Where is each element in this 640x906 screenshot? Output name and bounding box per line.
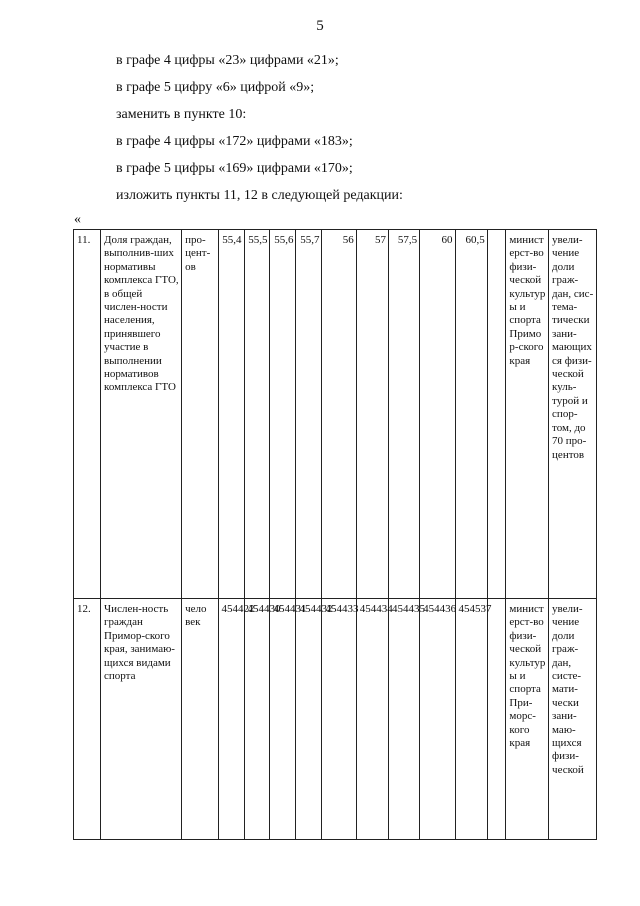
value-cell: 454434	[356, 599, 388, 840]
value-cell: 454431	[270, 599, 296, 840]
value-cell	[487, 599, 506, 840]
indicator-name: Доля граждан, выполнив-ших нормативы комплекса ГТО, в общей числен-ности населения, принявшего участие в выполнении нормативов комплекса ГТО	[101, 230, 182, 599]
table-row	[74, 230, 597, 599]
value-cell: 454433	[322, 599, 356, 840]
value-cell: 454537	[455, 599, 487, 840]
indicators-table	[73, 229, 597, 840]
responsible-body: министерст-во физи-ческой культуры и спорта Примор-ского края	[506, 230, 549, 599]
value-cell: 56	[322, 230, 356, 599]
responsible-body: министерст-во физи-ческой культуры и спорта При-морс-кого края	[506, 599, 549, 840]
expected-result: увели-чение доли граж-дан, сис-тема-тически зани-мающихся физи-ческой куль-турой и спор-том, до 70 про-центов	[549, 230, 597, 599]
value-cell: 57	[356, 230, 388, 599]
table-row	[74, 599, 597, 840]
row-number: 12.	[74, 599, 101, 840]
text-line: в графе 5 цифры «169» цифрами «170»;	[116, 161, 353, 176]
text-line: в графе 5 цифру «6» цифрой «9»;	[116, 80, 315, 95]
value-cell	[487, 230, 506, 599]
page-number: 5	[316, 18, 324, 34]
value-cell: 454435	[388, 599, 419, 840]
text-line: в графе 4 цифры «23» цифрами «21»;	[116, 53, 339, 68]
value-cell: 454430	[244, 599, 270, 840]
value-cell: 55,7	[296, 230, 322, 599]
value-cell: 60	[420, 230, 455, 599]
text-line: изложить пункты 11, 12 в следующей редакции:	[116, 188, 403, 203]
text-line: в графе 4 цифры «172» цифрами «183»;	[116, 134, 353, 149]
value-cell: 454422	[218, 599, 244, 840]
value-cell: 454432	[296, 599, 322, 840]
value-cell: 454436	[420, 599, 455, 840]
text-line: заменить в пункте 10:	[116, 107, 247, 122]
amendment-text	[116, 50, 403, 212]
unit: про-цент-ов	[182, 230, 218, 599]
value-cell: 60,5	[455, 230, 487, 599]
expected-result: увели-чение доли граж-дан, систе-мати-чески зани-маю-щихся физи-ческой	[549, 599, 597, 840]
row-number: 11.	[74, 230, 101, 599]
value-cell: 55,5	[244, 230, 270, 599]
value-cell: 57,5	[388, 230, 419, 599]
value-cell: 55,4	[218, 230, 244, 599]
value-cell: 55,6	[270, 230, 296, 599]
indicator-name: Числен-ность граждан Примор-ского края, занимаю-щихся видами спорта	[101, 599, 182, 840]
open-quote: «	[74, 212, 81, 227]
unit: чело век	[182, 599, 218, 840]
